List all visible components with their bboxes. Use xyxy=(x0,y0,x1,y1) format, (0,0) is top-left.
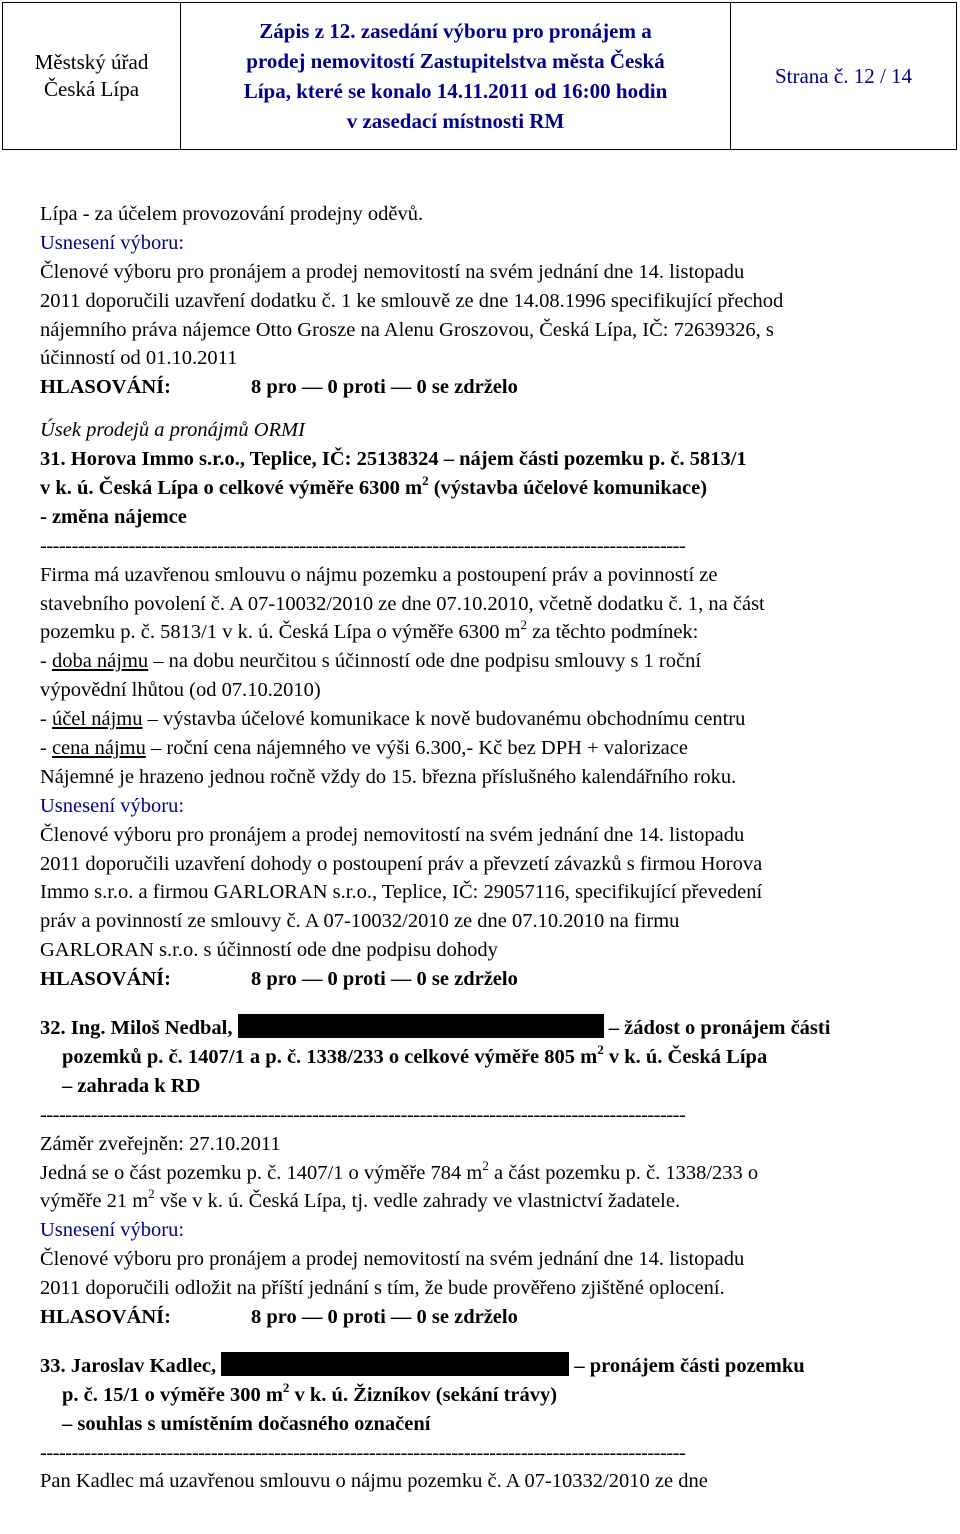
resolution-text-line: Členové výboru pro pronájem a prodej nemovitostí na svém jednání dne 14. listopadu xyxy=(40,823,745,846)
vote-label: HLASOVÁNÍ: xyxy=(40,376,171,399)
separator: ------------------------------------------------------------------------------------------------------ xyxy=(40,1103,686,1126)
item-31-text: Nájemné je hrazeno jednou ročně vždy do 15. března příslušného kalendářního roku. xyxy=(40,765,737,788)
item-32-text: Jedná se o část pozemku p. č. 1407/1 o výměře 784 $m^2$ a část pozemku p. č. 1338/233 o xyxy=(40,1157,759,1184)
item-33-title: 33. Jaroslav Kadlec, – pronájem části pozemku xyxy=(40,1352,940,1381)
vote-label: HLASOVÁNÍ: xyxy=(40,1305,171,1328)
resolution-label: Usnesení výboru: xyxy=(40,794,185,817)
condition-price: - cena nájmu – roční cena nájemného ve výši 6.300,- Kč bez DPH + valorizace xyxy=(40,737,688,760)
title-line-3: Lípa, které se konalo 14.11.2011 od 16:00 hodin xyxy=(243,79,668,103)
title-line-1: Zápis z 12. zasedání výboru pro pronájem a xyxy=(259,19,652,43)
vote-result: 8 pro — 0 proti — 0 se zdrželo xyxy=(251,1305,518,1328)
vote-line xyxy=(40,373,940,402)
office-line-1: Městský úřad xyxy=(34,50,149,74)
vote-result: 8 pro — 0 proti — 0 se zdrželo xyxy=(251,968,518,991)
item-33-title-cont: – souhlas s umístěním dočasného označení xyxy=(62,1412,431,1435)
item-32-title-cont: – zahrada k RD xyxy=(62,1074,201,1097)
resolution-label: Usnesení výboru: xyxy=(40,1219,185,1242)
page-header xyxy=(2,2,957,150)
item-32-title: 32. Ing. Miloš Nedbal, – žádost o pronájem části xyxy=(40,1014,940,1043)
redacted-block xyxy=(238,1014,604,1038)
separator: ------------------------------------------------------------------------------------------------------ xyxy=(40,534,686,557)
resolution-text-line: Immo s.r.o. a firmou GARLORAN s.r.o., Teplice, IČ: 29057116, specifikující převedení xyxy=(40,881,763,904)
redacted-block xyxy=(221,1352,569,1376)
resolution-text-line: 2011 doporučili uzavření dodatku č. 1 ke smlouvě ze dne 14.08.1996 specifikující přechod xyxy=(40,289,784,312)
condition-term: - doba nájmu – na dobu neurčitou s účinností ode dne podpisu smlouvy s 1 roční xyxy=(40,650,702,673)
vote-line xyxy=(40,1303,940,1332)
vote-result: 8 pro — 0 proti — 0 se zdrželo xyxy=(251,376,518,399)
resolution-text-line: Členové výboru pro pronájem a prodej nemovitostí na svém jednání dne 14. listopadu xyxy=(40,1248,745,1271)
resolution-text-line: 2011 doporučili odložit na příští jednání s tím, že bude prověřeno zjištěné oplocení. xyxy=(40,1277,725,1300)
item-31-text: stavebního povolení č. A 07-10032/2010 ze dne 07.10.2010, včetně dodatku č. 1, na část xyxy=(40,592,765,615)
resolution-label: Usnesení výboru: xyxy=(40,231,185,254)
condition-purpose: - účel nájmu – výstavba účelové komunikace k nově budovanému obchodnímu centru xyxy=(40,708,746,731)
vote-label: HLASOVÁNÍ: xyxy=(40,968,171,991)
separator: ------------------------------------------------------------------------------------------------------ xyxy=(40,1441,686,1464)
document-title xyxy=(181,3,731,149)
prev-item-text: Lípa - za účelem provozování prodejny oděvů. xyxy=(40,203,424,225)
section-heading: Úsek prodejů a pronájmů ORMI xyxy=(40,419,305,442)
item-31-text: Firma má uzavřenou smlouvu o nájmu pozemku a postoupení práv a povinností ze xyxy=(40,563,718,586)
item-32-text: výměře 21 $m^2$ vše v k. ú. Česká Lípa, tj. vedle zahrady ve vlastnictví žadatele. xyxy=(40,1186,681,1213)
item-32-text: Záměr zveřejněn: 27.10.2011 xyxy=(40,1132,281,1155)
item-31-title-cont: - změna nájemce xyxy=(40,505,187,528)
item-33-title-cont: p. č. 15/1 o výměře 300 $m^2$ v k. ú. Žizníkov (sekání trávy) xyxy=(62,1379,558,1406)
resolution-text-line: 2011 doporučili uzavření dohody o postoupení práv a převzetí závazků s firmou Horova xyxy=(40,852,763,875)
vote-line xyxy=(40,965,940,994)
item-32-title-cont: pozemků p. č. 1407/1 a p. č. 1338/233 o celkové výměře 805 $m^2$ v k. ú. Česká Lípa xyxy=(62,1041,768,1068)
office-name xyxy=(3,3,181,149)
title-line-2: prodej nemovitostí Zastupitelstva města Česká xyxy=(246,49,665,73)
resolution-text-line: nájemního práva nájemce Otto Grosze na Alenu Groszovou, Česká Lípa, IČ: 72639326, s xyxy=(40,318,774,341)
item-31-title-cont: v k. ú. Česká Lípa o celkové výměře 6300 $m^2$ (výstavba účelové komunikace) xyxy=(40,473,708,500)
title-line-4: v zasedací místnosti RM xyxy=(346,109,565,133)
item-31-title: 31. Horova Immo s.r.o., Teplice, IČ: 25138324 – nájem části pozemku p. č. 5813/1 xyxy=(40,448,747,471)
condition-term-cont: výpovědní lhůtou (od 07.10.2010) xyxy=(40,679,321,702)
resolution-text-line: GARLORAN s.r.o. s účinností ode dne podpisu dohody xyxy=(40,939,498,962)
office-line-2: Česká Lípa xyxy=(43,77,140,101)
resolution-text-line: účinností od 01.10.2011 xyxy=(40,347,238,370)
page-number: Strana č. 12 / 14 xyxy=(774,63,913,88)
resolution-text-line: práv a povinností ze smlouvy č. A 07-10032/2010 ze dne 07.10.2010 na firmu xyxy=(40,910,680,933)
item-33-text: Pan Kadlec má uzavřenou smlouvu o nájmu pozemku č. A 07-10332/2010 ze dne xyxy=(40,1470,708,1493)
resolution-text-line: Členové výboru pro pronájem a prodej nemovitostí na svém jednání dne 14. listopadu xyxy=(40,260,745,283)
document-body xyxy=(40,200,940,1496)
item-31-text: pozemku p. č. 5813/1 v k. ú. Česká Lípa o výměře 6300 $m^2$ za těchto podmínek: xyxy=(40,617,699,644)
